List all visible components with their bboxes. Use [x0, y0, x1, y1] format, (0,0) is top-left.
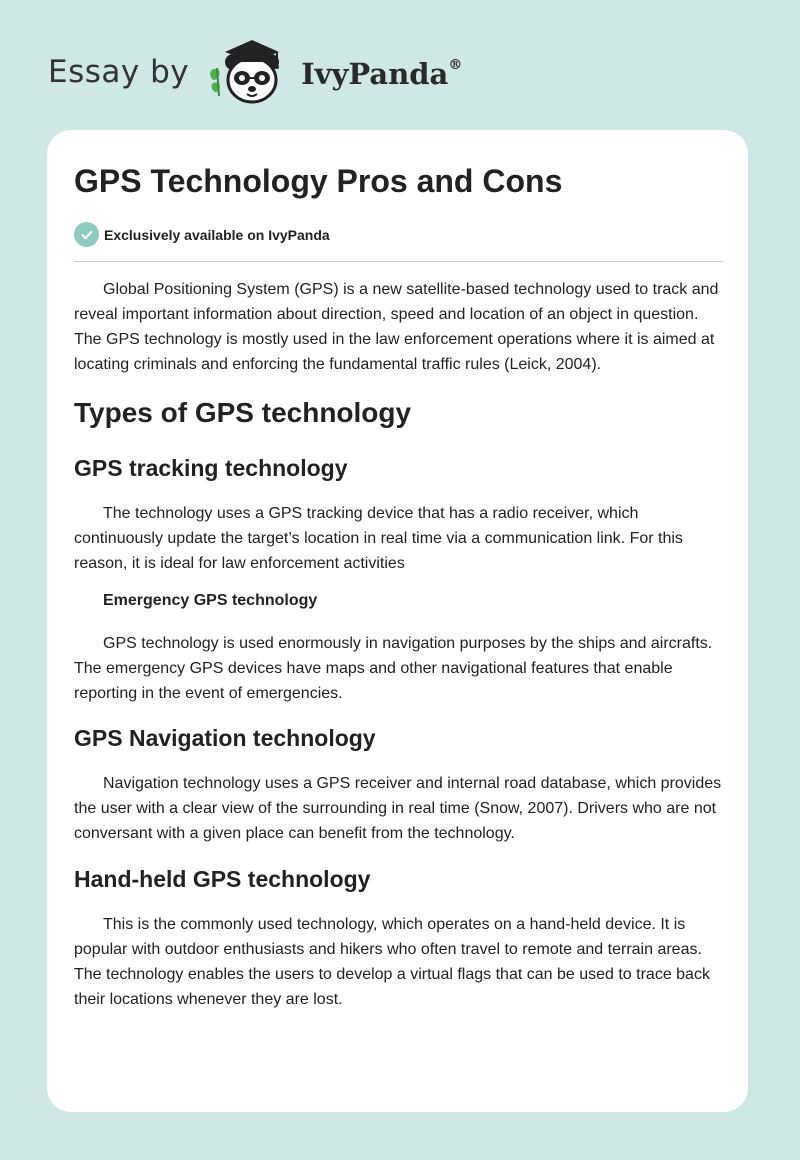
types-heading: Types of GPS technology [74, 397, 412, 428]
essay-by-label: Essay by [48, 54, 190, 90]
navigation-heading: GPS Navigation technology [74, 725, 376, 751]
site-header [48, 36, 462, 108]
brand-name[interactable] [301, 57, 462, 91]
essay-card [47, 130, 748, 1112]
handheld-heading: Hand-held GPS technology [74, 866, 371, 892]
navigation-paragraph: Navigation technology uses a GPS receiver and internal road database, which provides the user with a clear view of the surrounding in real time (Snow, 2007). Drivers who are not conversant with a given place can benefit from the technology. [74, 775, 722, 842]
brand-label: IvyPanda [301, 57, 449, 91]
checkmark-icon [74, 222, 99, 247]
exclusive-badge [74, 222, 330, 247]
title-divider [74, 261, 723, 262]
emergency-paragraph: GPS technology is used enormously in navigation purposes by the ships and aircrafts. The emergency GPS devices have maps and other navigational features that enable reporting in the event of emergencies. [74, 635, 713, 702]
essay-body [74, 277, 723, 1012]
tracking-paragraph: The technology uses a GPS tracking device that has a radio receiver, which continuously update the target’s location in real time via a communication link. For this reason, it is ideal for law enforcement activities [74, 505, 683, 572]
handheld-paragraph: This is the commonly used technology, which operates on a hand-held device. It is popular with outdoor enthusiasts and hikers who often travel to remote and terrain areas. The technology enables the users to develop a virtual flags that can be used to trace back their locations whenever they are lost. [74, 916, 710, 1008]
page-title: GPS Technology Pros and Cons [74, 163, 563, 199]
registered-mark: ® [448, 57, 463, 74]
panda-graduate-logo-icon[interactable] [205, 36, 297, 108]
tracking-heading: GPS tracking technology [74, 455, 348, 481]
emergency-heading: Emergency GPS technology [103, 592, 318, 609]
exclusive-badge-label: Exclusively available on IvyPanda [104, 226, 330, 243]
intro-paragraph: Global Positioning System (GPS) is a new satellite-based technology used to track and reveal important information about direction, speed and location of an object in question. The GPS technology is mostly used in the law enforcement operations where it is aimed at locating criminals and enforcing the fundamental traffic rules (Leick, 2004). [74, 281, 719, 373]
